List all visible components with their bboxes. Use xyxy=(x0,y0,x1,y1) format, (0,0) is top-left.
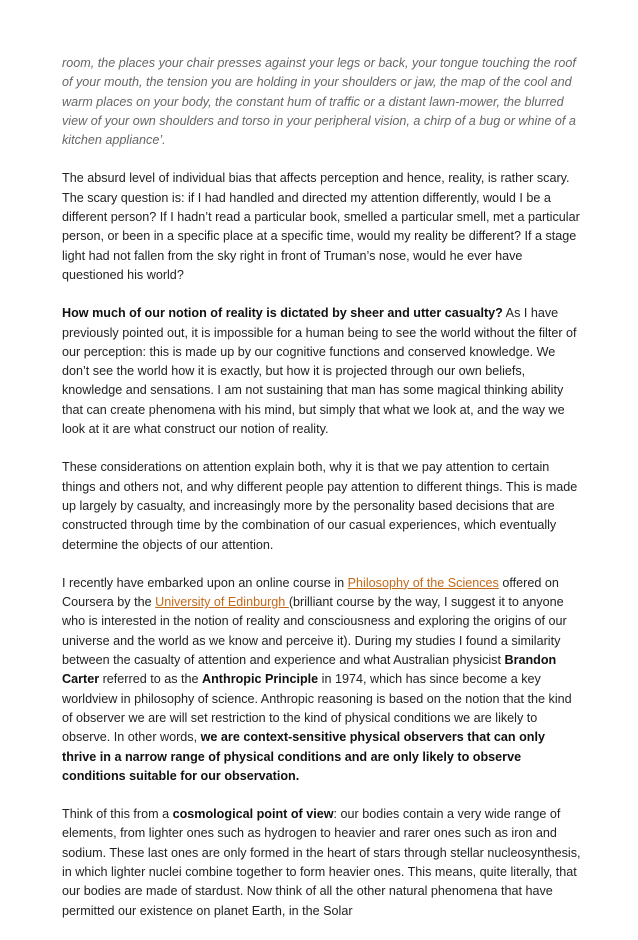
text-span: Think of this from a xyxy=(62,807,173,822)
bold-question: How much of our notion of reality is dictated by sheer and utter casualty? xyxy=(62,306,503,321)
text-span: in 1974, which has since become a key worldview in philosophy of science. Anthropic reasoning is based on the notion that the kind of observer we are will set restriction to the kind of physical conditions we are likely to observe. In other words, xyxy=(62,672,572,745)
link-university-of-edinburgh[interactable]: University of Edinburgh xyxy=(155,595,289,610)
text-span: offered on Coursera by the xyxy=(62,575,559,610)
paragraph-reality-text: As I have previously pointed out, it is impossible for a human being to see the world without the filter of our perception: this is made up by our cognitive functions and conserved knowledge. We don’t see the world how it is exactly, but how it is projected through our own beliefs, knowledge and sensations. I am not sustaining that man has some magical thinking ability that can create phenomena with his mind, but simply that what we look at, and the way we look at it are what construct our notion of reality. xyxy=(62,306,577,437)
document-page xyxy=(62,54,582,940)
bold-cosmological: cosmological point of view xyxy=(172,807,334,822)
paragraph-attention: These considerations on attention explain both, why it is that we pay attention to certain things and others not, and why different people pay attention to different things. This is made up largely by casualty, and increasingly more by the personality based decisions that are constructed through time by the combination of our casual experiences, which eventually determine the objects of our attention. xyxy=(62,460,578,552)
text-span: I recently have embarked upon an online course in xyxy=(62,575,348,590)
text-span: (brilliant course by the way, I suggest it to anyone who is interested in the notion of reality and consciousness and exploring the origins of our universe and the world as we know and perceive it). During my studies I found a similarity between the casualty of attention and experience and what Australian physicist xyxy=(62,595,567,668)
paragraph-reality xyxy=(62,304,582,439)
bold-brandon-carter: Brandon Carter xyxy=(62,653,557,687)
link-philosophy-of-sciences[interactable]: Philosophy of the Sciences xyxy=(347,575,499,590)
paragraph-course xyxy=(62,574,582,786)
bold-context-sensitive: we are context-sensitive physical observers that can only thrive in a narrow range of physical conditions and are only likely to observe conditions suitable for our observation. xyxy=(62,730,545,783)
bold-anthropic-principle: Anthropic Principle xyxy=(202,672,319,687)
paragraph-cosmological xyxy=(62,805,582,921)
paragraph-bias: The absurd level of individual bias that affects perception and hence, reality, is rather scary. The scary question is: if I had handled and directed my attention differently, would I be a different person? If I hadn’t read a particular book, smelled a particular smell, met a particular person, or been in a specific place at a specific time, would my reality be different? If a stage light had not fallen from the sky right in front of Truman’s nose, would he ever have questioned his world? xyxy=(62,171,580,282)
quote-paragraph: room, the places your chair presses against your legs or back, your tongue touching the roof of your mouth, the tension you are holding in your shoulders or jaw, the map of the cool and warm places on your body, the constant hum of traffic or a distant lawn-mower, the blurred view of your own shoulders and torso in your peripheral vision, a chirp of a bug or whine of a kitchen appliance’. xyxy=(62,56,576,148)
text-span: : our bodies contain a very wide range of elements, from lighter ones such as hydrogen to heavier and rarer ones such as iron and sodium. These last ones are only formed in the heart of stars through stellar nucleosynthesis, in which lighter nuclei combine together to form heavier ones. This means, quite literally, that our bodies are made of stardust. Now think of all the other natural phenomena that have permitted our existence on planet Earth, in the Solar xyxy=(62,807,581,918)
text-span: referred to as the xyxy=(99,672,203,687)
